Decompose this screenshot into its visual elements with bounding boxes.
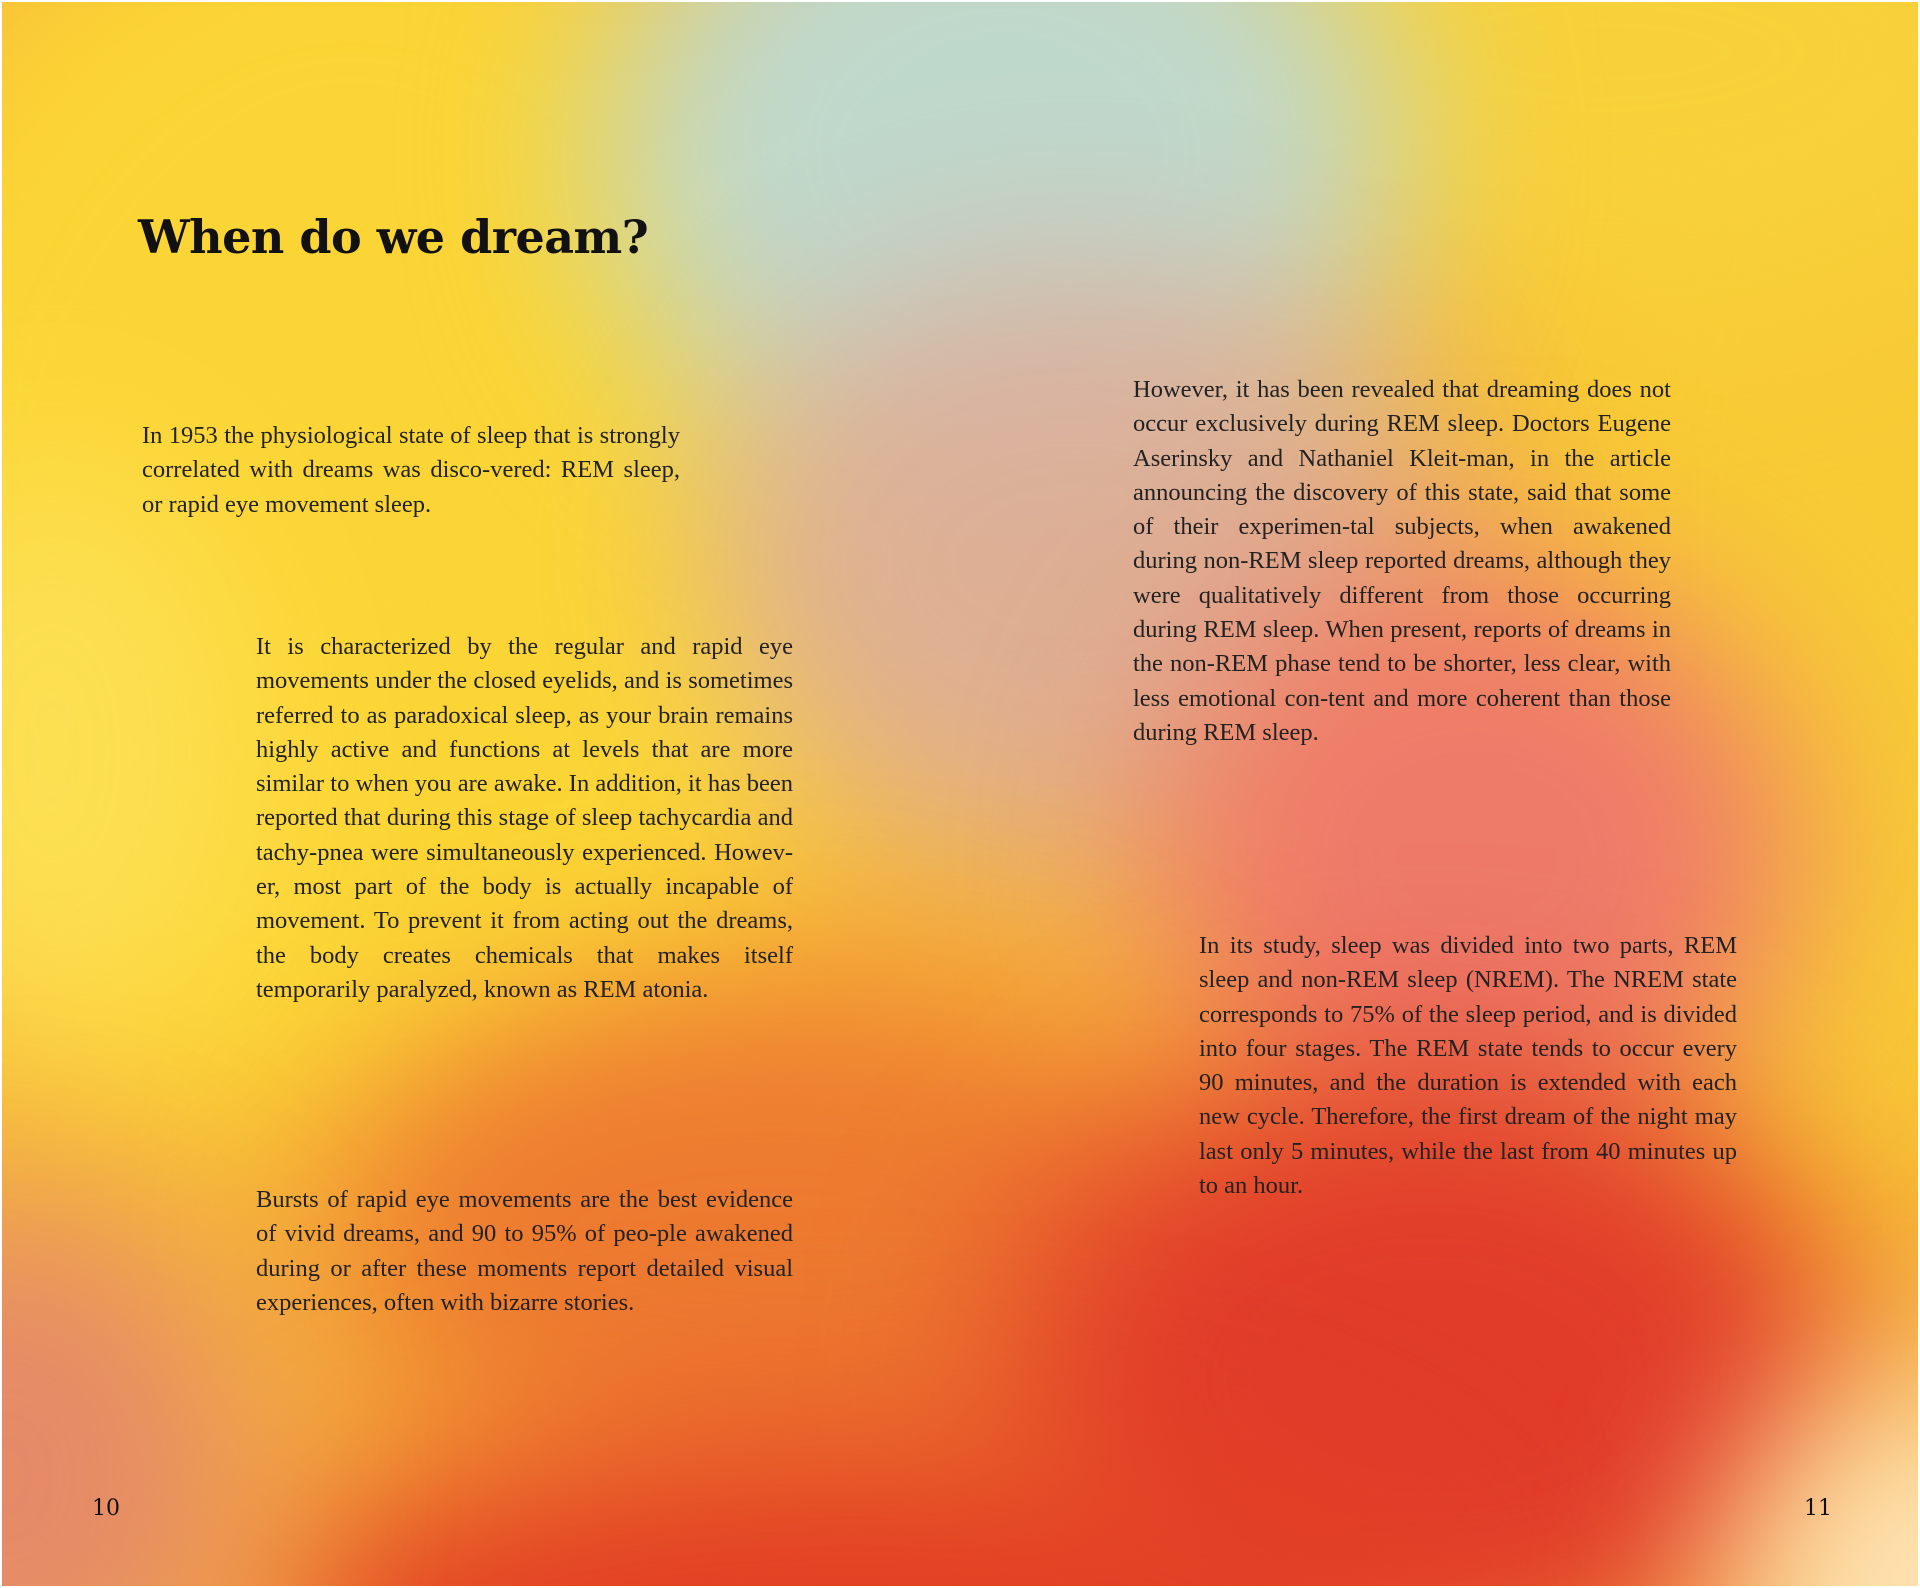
right-paragraph-2: In its study, sleep was divided into two parts, REM sleep and non-REM sleep (NREM). The NREM state corresponds to 75% of the sleep period, and is divided into four stages. The REM state tends to occur every 90 minutes, and the duration is extended with each new cycle. Therefore, the first dream of the night may last only 5 minutes, while the last from 40 minutes up to an hour. xyxy=(1199,932,1737,1200)
left-paragraph-2: It is characterized by the regular and rapid eye movements under the closed eyelids, and is sometimes referred to as paradoxical sleep, as your brain remains highly active and functions at levels that are more similar to when you are awake. In addition, it has been reported that during this stage of sleep tachycardia and tachy-pnea were simultaneously experienced. Howev-er, most part of the body is actually incapable of movement. To prevent it from acting out the dreams, the body creates chemicals that makes itself temporarily paralyzed, known as REM atonia. xyxy=(256,633,793,1003)
gradient-blob-salmon xyxy=(2,1202,252,1586)
page-number-right: 11 xyxy=(1804,1496,1832,1521)
right-paragraph-1: However, it has been revealed that dreaming does not occur exclusively during REM sleep. Doctors Eugene Aserinsky and Nathaniel Kleit-man, in the article announcing the discovery of this state, said that some of their experimen-tal subjects, when awakened during non-REM sleep reported dreams, although they were qualitatively different from those occurring during REM sleep. When present, reports of dreams in the non-REM phase tend to be shorter, less clear, with less emotional con-tent and more coherent than those during REM sleep. xyxy=(1133,376,1671,746)
left-paragraph-1: In 1953 the physiological state of sleep that is strongly correlated with dreams was disco-vered: REM sleep, or rapid eye movement sleep. xyxy=(142,422,680,518)
page-title: When do we dream? xyxy=(138,210,649,264)
page-number-left: 10 xyxy=(92,1496,120,1521)
left-paragraph-3: Bursts of rapid eye movements are the best evidence of vivid dreams, and 90 to 95% of peo-ple awakened during or after these moments report detailed visual experiences, often with bizarre stories. xyxy=(256,1186,793,1316)
